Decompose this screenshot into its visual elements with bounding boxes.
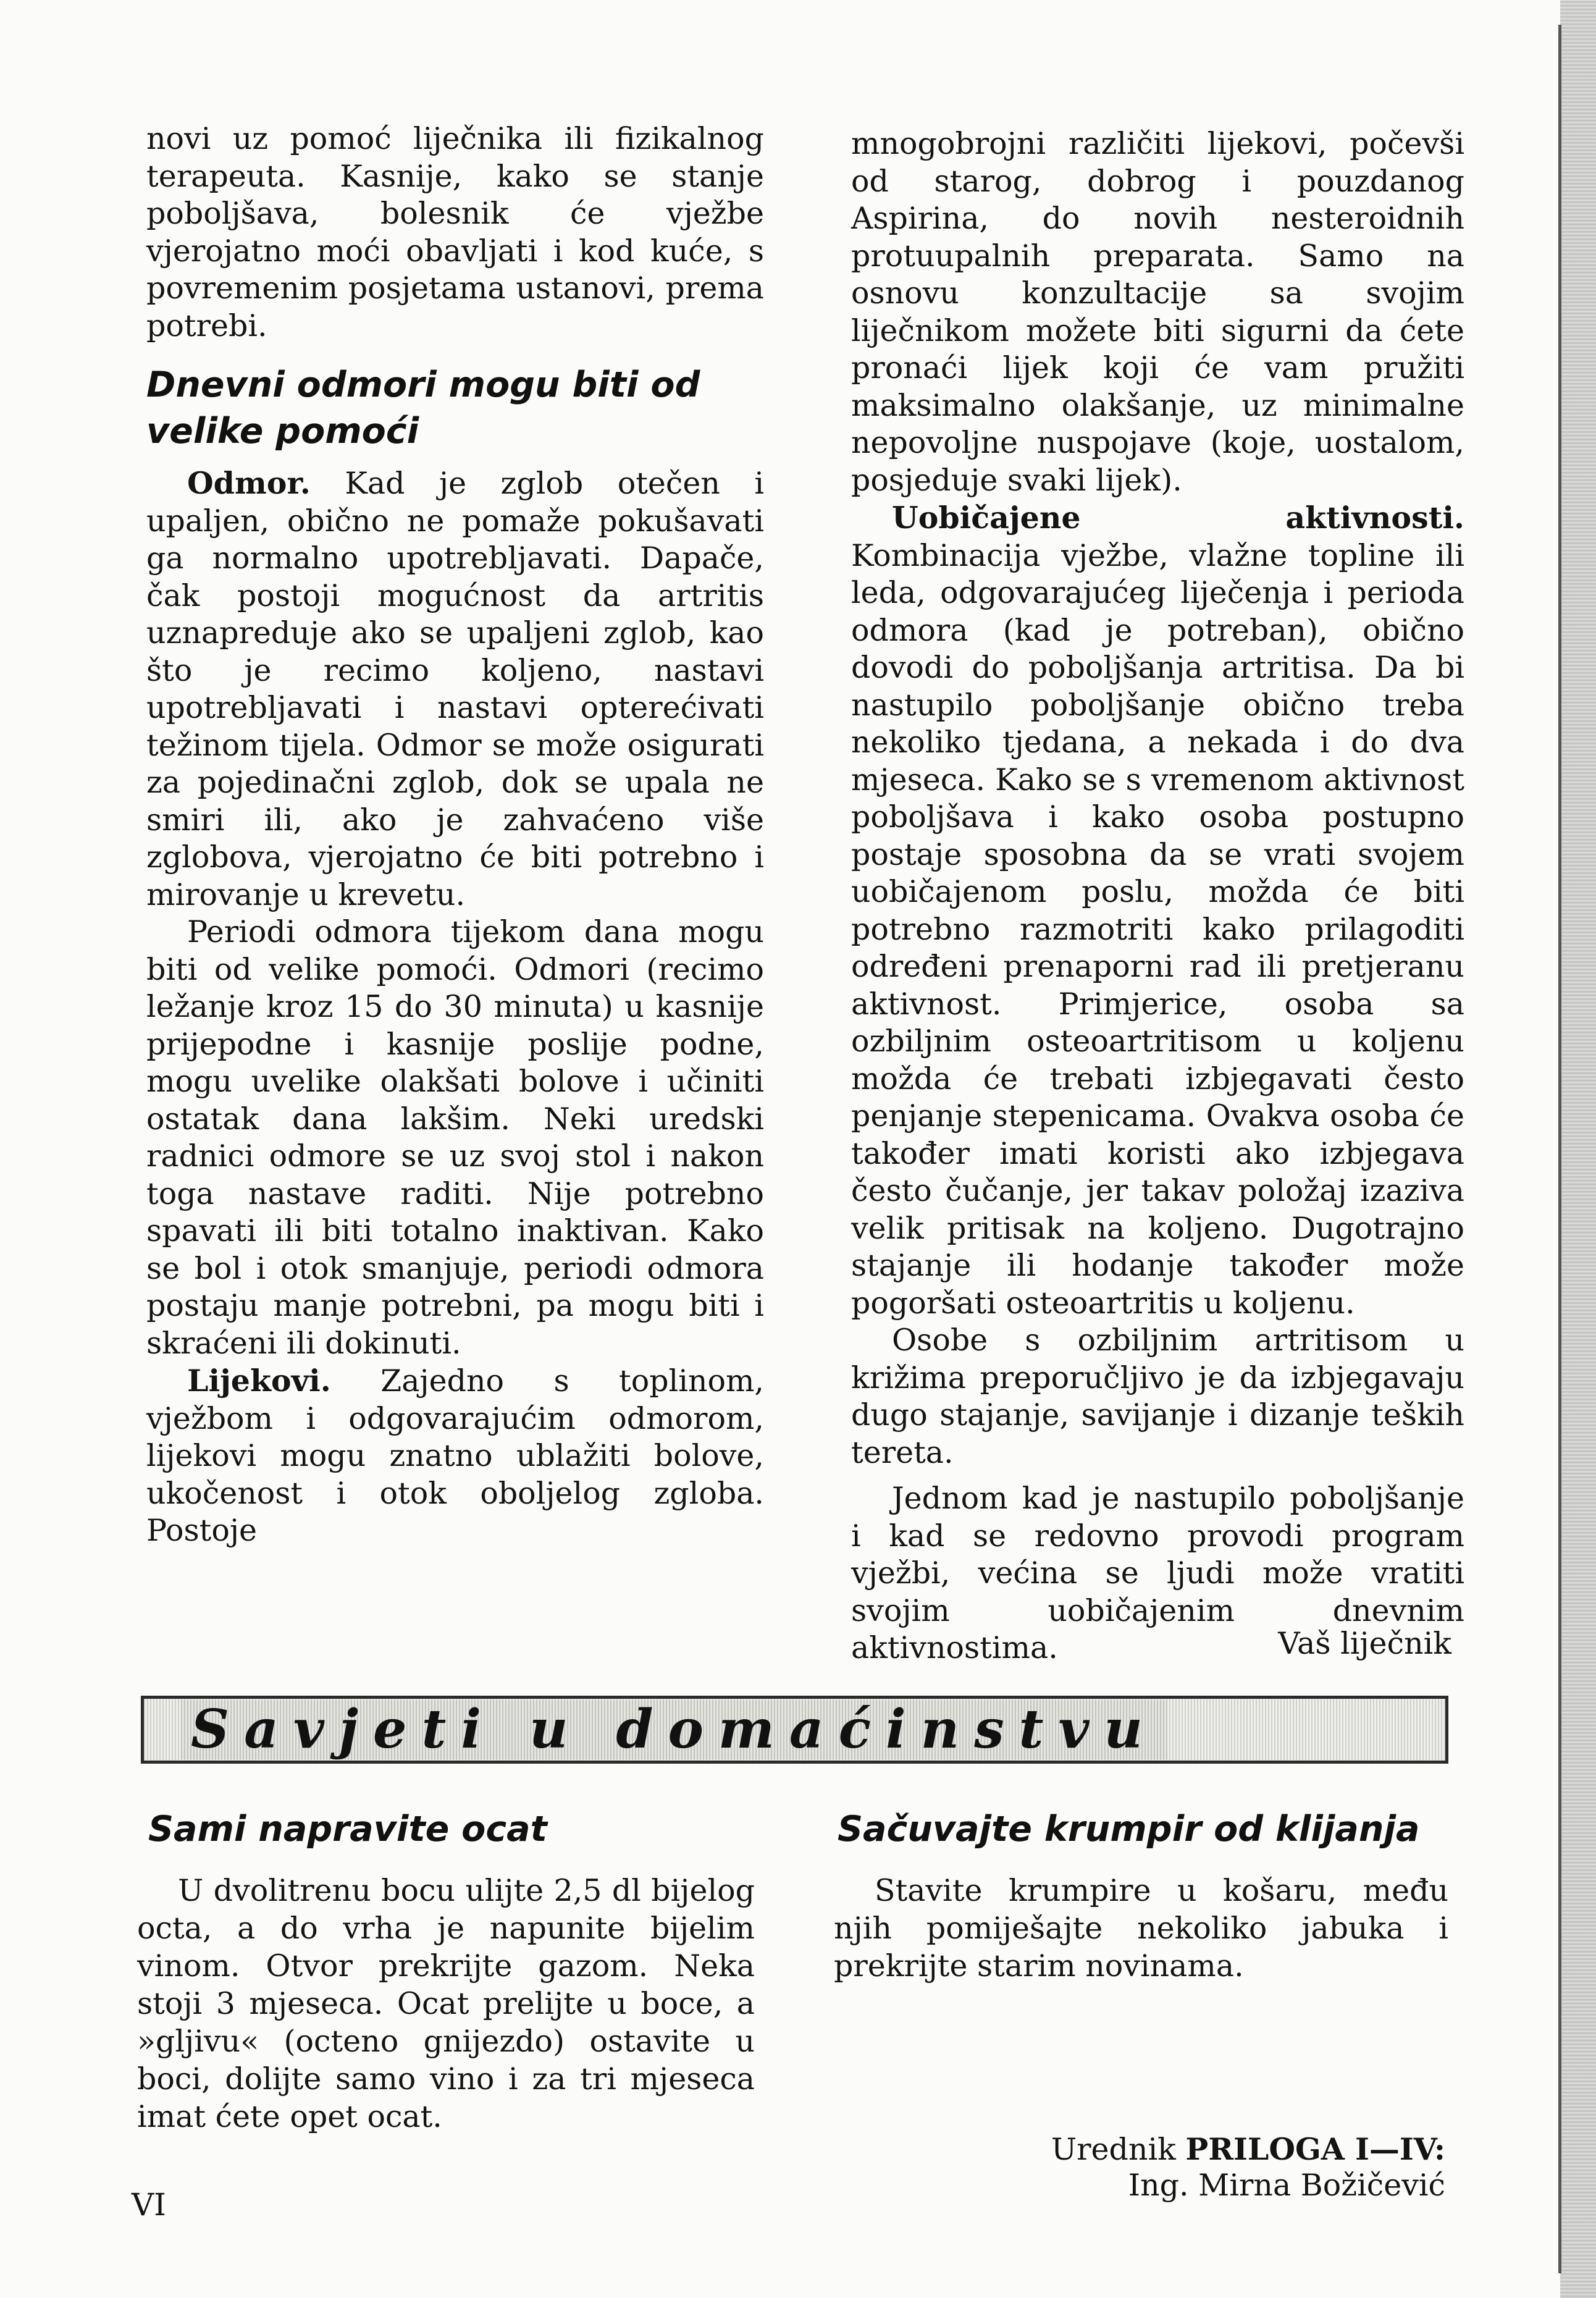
right-intro-paragraph: mnogobrojni različiti lijekovi, počevši od starog, dobrog i pouzdanog Aspirina, do novih nesteroidnih protuupalnih preparata. Samo na osnovu konzultacije sa svojim liječnikom možete biti sigurni da ćete pronaći lijek koji će vam pružiti maksimalno olakšanje, uz minimalne nepovoljne nuspojave (koje, uostalom, posjeduje svaki lijek).	[851, 126, 1464, 498]
page-edge-line	[1558, 25, 1561, 2273]
odmor-label: Odmor.	[187, 465, 311, 501]
editor-label: Urednik	[1051, 2132, 1186, 2167]
lijekovi-text: Zajedno s toplinom, vježbom i odgovarajućim odmorom, lijekovi mogu znatno ublažiti bolove, ukočenost i otok oboljelog zgloba. Postoje	[146, 1363, 764, 1548]
osobe-paragraph: Osobe s ozbiljnim artritisom u križima preporučljivo je da izbjegavaju dugo stajanje, savijanje i dizanje teških tereta.	[851, 1323, 1464, 1470]
aktivnosti-label: Uobičajene aktivnosti.	[892, 500, 1464, 536]
tip-2-text: Stavite krumpire u košaru, među njih pomiješajte nekoliko jabuka i prekrijte starim novinama.	[834, 1873, 1448, 1984]
editor-line	[1013, 2131, 1445, 2168]
lijekovi-paragraph	[146, 1362, 764, 1550]
jednom-paragraph: Jednom kad je nastupilo poboljšanje i kad se redovno provodi program vježbi, većina se ljudi može vratiti svojim uobičajenim dnevnim aktivnostima.	[851, 1481, 1464, 1665]
right-column	[851, 125, 1464, 1667]
scanned-page-edge	[1560, 0, 1596, 2298]
tip-1-text-block	[137, 1872, 755, 2136]
editor-credit	[1013, 2131, 1445, 2203]
odmor-paragraph	[146, 465, 764, 914]
aktivnosti-text: Kombinacija vježbe, vlažne topline ili leda, odgovarajućeg liječenja i perioda odmora (kad je potreban), obično dovodi do poboljšanja artritisa. Da bi nastupilo poboljšanje obično treba nekoliko tjedana, a nekada i do dva mjeseca. Kako se s vremenom aktivnost poboljšava i kako osoba postupno postaje sposobna da se vrati svojem uobičajenom poslu, možda će biti potrebno razmotriti kako prilagoditi određeni prenaporni rad ili pretjeranu aktivnost. Primjerice, osoba sa ozbiljnim osteoartritisom u koljenu možda će trebati izbjegavati često penjanje stepenicama. Ovakva osoba će također imati koristi ako izbjegava često čučanje, jer takav položaj izaziva velik pritisak na koljeno. Dugotrajno stajanje ili hodanje također može pogoršati osteoartritis u koljenu.	[851, 537, 1464, 1321]
aktivnosti-paragraph	[851, 499, 1464, 1322]
section-banner	[141, 1696, 1448, 1764]
signature: Vaš liječnik	[1278, 1626, 1451, 1661]
periodi-paragraph: Periodi odmora tijekom dana mogu biti od velike pomoći. Odmori (recimo ležanje kroz 15 do 30 minuta) u kasnije prijepodne i kasnije poslije podne, mogu uvelike olakšati bolove i učiniti ostatak dana lakšim. Neki uredski radnici odmore se uz svoj stol i nakon toga nastave raditi. Nije potrebno spavati ili biti totalno inaktivan. Kako se bol i otok smanjuje, periodi odmora postaju manje potrebni, pa mogu biti i skraćeni ili dokinuti.	[146, 914, 764, 1361]
tip-2-text-block	[834, 1872, 1448, 1985]
odmor-text: Kad je zglob otečen i upaljen, obično ne pomaže pokušavati ga normalno upotrebljavati. Dapače, čak postoji mogućnost da artritis uznapreduje ako se upaljeni zglob, kao što je recimo koljeno, nastavi upotrebljavati i nastavi opterećivati težinom tijela. Odmor se može osigurati za pojedinačni zglob, dok se upala ne smiri ili, ako je zahvaćeno više zglobova, vjerojatno će biti potrebno i mirovanje u krevetu.	[146, 466, 764, 912]
editor-person: Ing. Mirna Božičević	[1128, 2168, 1445, 2203]
left-column	[146, 120, 764, 1550]
tip-1-title: Sami napravite ocat	[148, 1809, 547, 1850]
tip-2-title: Sačuvajte krumpir od klijanja	[838, 1809, 1420, 1850]
left-section-heading: Dnevni odmori mogu biti od velike pomoći	[146, 364, 700, 452]
lijekovi-label: Lijekovi.	[187, 1363, 331, 1399]
tip-1-text: U dvolitrenu bocu ulijte 2,5 dl bijelog octa, a do vrha je napunite bijelim vinom. Otvor prekrijte gazom. Neka stoji 3 mjeseca. Ocat prelijte u boce, a »gljivu« (octeno gnijezdo) ostavite u boci, dolijte samo vino i za tri mjeseca imat ćete opet ocat.	[137, 1873, 755, 2134]
banner-title: Savjeti u domaćinstvu	[181, 1700, 1167, 1759]
editor-section: PRILOGA I—IV:	[1185, 2131, 1445, 2167]
left-intro-paragraph: novi uz pomoć liječnika ili fizikalnog terapeuta. Kasnije, kako se stanje poboljšava, bolesnik će vježbe vjerojatno moći obavljati i kod kuće, s povremenim posjetama ustanovi, prema potrebi.	[146, 121, 764, 343]
page-number: VI	[132, 2187, 166, 2223]
